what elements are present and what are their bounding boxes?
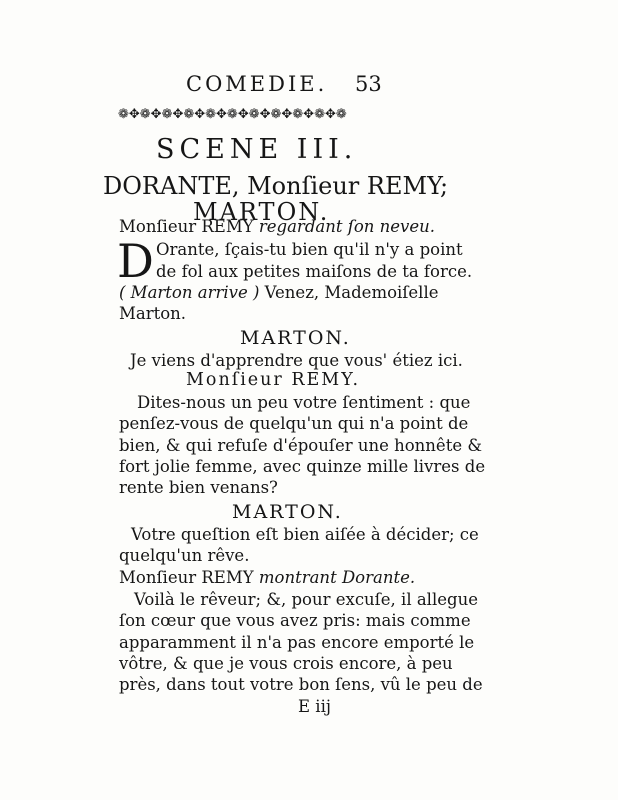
stage-direction: regardant ſon neveu.: [258, 217, 435, 236]
signature-mark: E iij: [298, 697, 331, 716]
text-line: Voilà le rêveur; &, pour excuſe, il allegue: [134, 590, 478, 609]
cast-line-2: MARTON.: [193, 198, 330, 226]
page-number: 53: [355, 72, 382, 96]
text-line: Orante, ſçais-tu bien qu'il n'y a point: [156, 240, 463, 259]
text-line: Je viens d'apprendre que vous' étiez ici.: [130, 351, 463, 370]
speaker-heading: MARTON.: [240, 327, 351, 349]
speaker-heading: MARTON.: [232, 501, 343, 523]
text-line: fort jolie femme, avec quinze mille livres de: [119, 457, 486, 476]
text-line: quelqu'un rêve.: [119, 546, 250, 565]
cast-line-1: DORANTE, Monſieur REMY;: [103, 172, 449, 200]
ornament-text: ❁✥❁✥❁✥❁✥❁✥❁✥❁✥❁✥❁✥❁✥❁: [118, 106, 347, 122]
speaker-direction-line: [119, 570, 415, 587]
text-line: ſon cœur que vous avez pris: mais comme: [119, 611, 471, 630]
text-line: Votre queſtion eſt bien aiſée à décider; ce: [131, 525, 479, 544]
text-line: de fol aux petites maiſons de ta force.: [156, 262, 473, 281]
text-line: vôtre, & que je vous crois encore, à peu: [119, 654, 453, 673]
stage-direction: montrant Dorante.: [258, 568, 416, 587]
drop-cap: D: [117, 234, 154, 288]
text-segment: Venez, Mademoiſelle: [264, 283, 439, 302]
text-line: rente bien venans?: [119, 478, 278, 497]
running-head-title: COMEDIE.: [186, 72, 328, 96]
stage-direction: ( Marton arrive ): [119, 283, 265, 302]
text-line: Marton.: [119, 304, 187, 323]
text-line: penſez-vous de quelqu'un qui n'a point de: [119, 414, 469, 433]
ornament-band: [118, 104, 386, 124]
speaker-name: Monſieur REMY: [119, 217, 259, 236]
speaker-name: Monſieur REMY: [119, 568, 259, 587]
text-line-with-direction: [119, 285, 439, 302]
text-line: bien, & qui refuſe d'épouſer une honnête &: [119, 436, 483, 455]
speaker-direction-line: [119, 219, 435, 236]
text-line: Dites-nous un peu votre ſentiment : que: [137, 393, 471, 412]
text-line: apparamment il n'a pas encore emporté le: [119, 633, 475, 652]
scene-heading: SCENE III.: [156, 134, 358, 165]
speaker-heading: Monſieur REMY.: [186, 370, 361, 390]
text-line: près, dans tout votre bon ſens, vû le peu de: [119, 675, 483, 694]
